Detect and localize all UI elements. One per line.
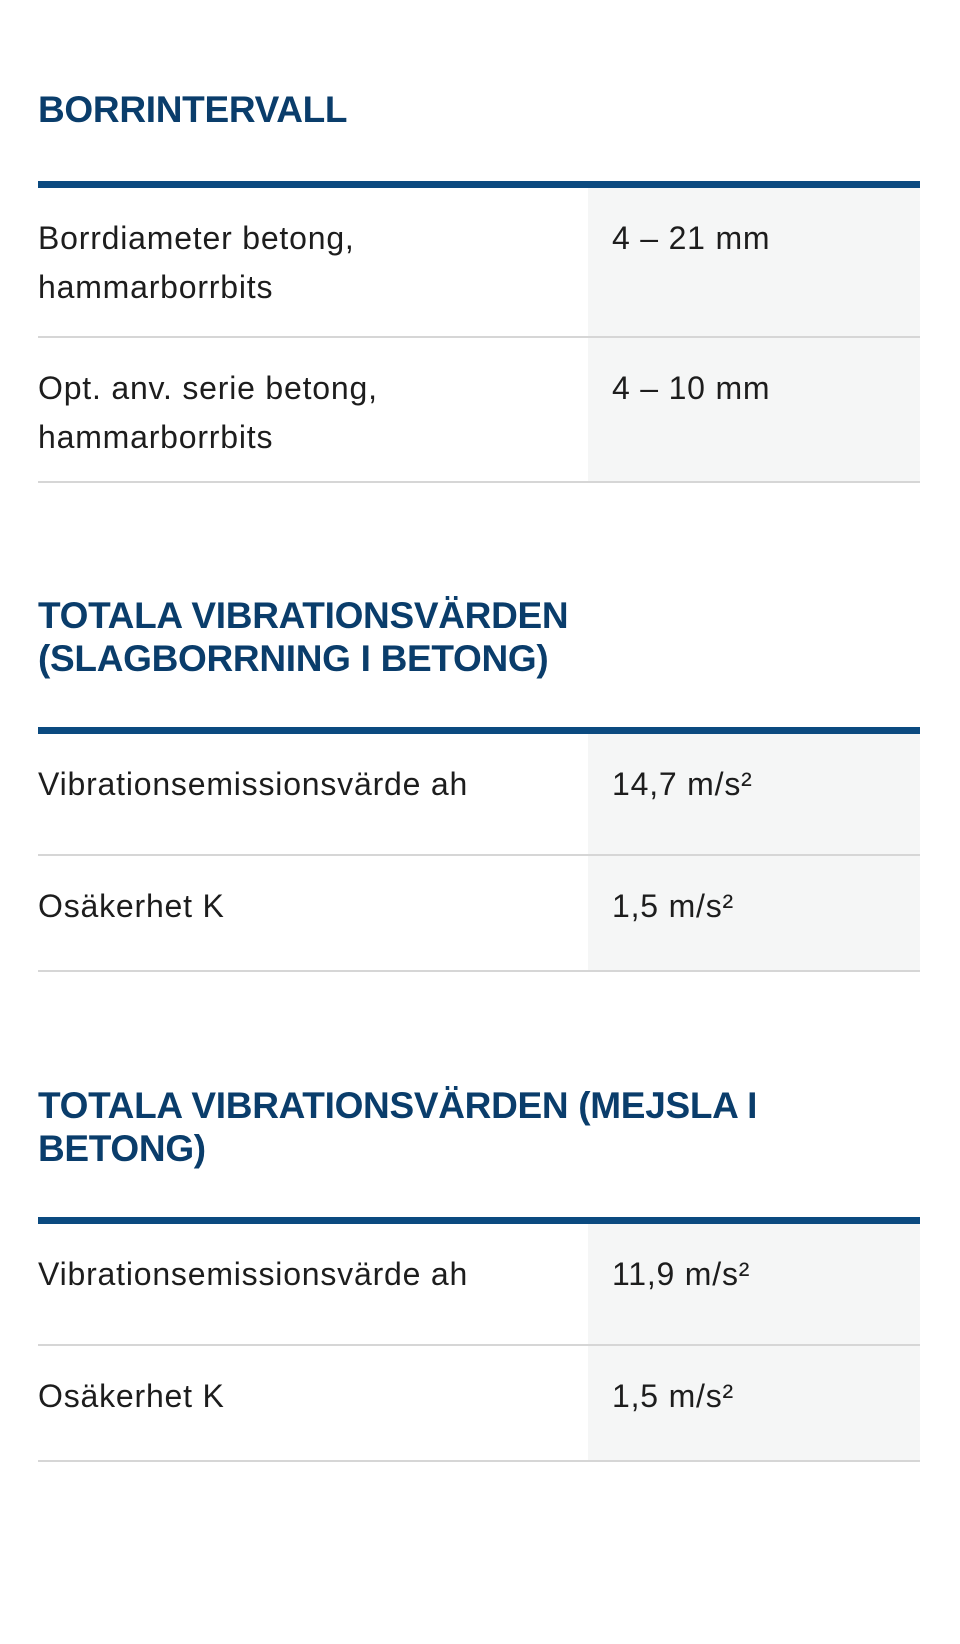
spec-row [38,188,920,338]
spec-table [38,727,920,972]
spec-value: 4 – 21 mm [588,188,920,336]
spec-value: 14,7 m/s² [588,734,920,854]
spec-row [38,338,920,483]
section-title: TOTALA VIBRATIONSVÄRDEN (MEJSLA I BETONG) [38,1085,758,1169]
section-vibration-slagborrning [38,594,920,680]
spec-value: 4 – 10 mm [588,338,920,481]
spec-table [38,1217,920,1462]
spec-label: Vibrationsemissionsvärde ah [38,766,469,802]
spec-row [38,1224,920,1346]
spec-value: 11,9 m/s² [588,1224,920,1344]
spec-label: Borrdiameter betong, hammarborrbits [38,220,355,305]
section-vibration-mejsla [38,1084,920,1170]
section-title: BORRINTERVALL [38,89,348,130]
spec-table [38,181,920,483]
spec-label: Osäkerhet K [38,888,225,924]
spec-row [38,734,920,856]
spec-label: Vibrationsemissionsvärde ah [38,1256,469,1292]
spec-row [38,1346,920,1462]
section-title: TOTALA VIBRATIONSVÄRDEN (SLAGBORRNING I BETONG) [38,595,569,679]
spec-row [38,856,920,972]
spec-value: 1,5 m/s² [588,856,920,970]
spec-label: Osäkerhet K [38,1378,225,1414]
section-borrintervall [38,88,920,131]
spec-label: Opt. anv. serie betong, hammarborrbits [38,370,378,455]
spec-value: 1,5 m/s² [588,1346,920,1460]
